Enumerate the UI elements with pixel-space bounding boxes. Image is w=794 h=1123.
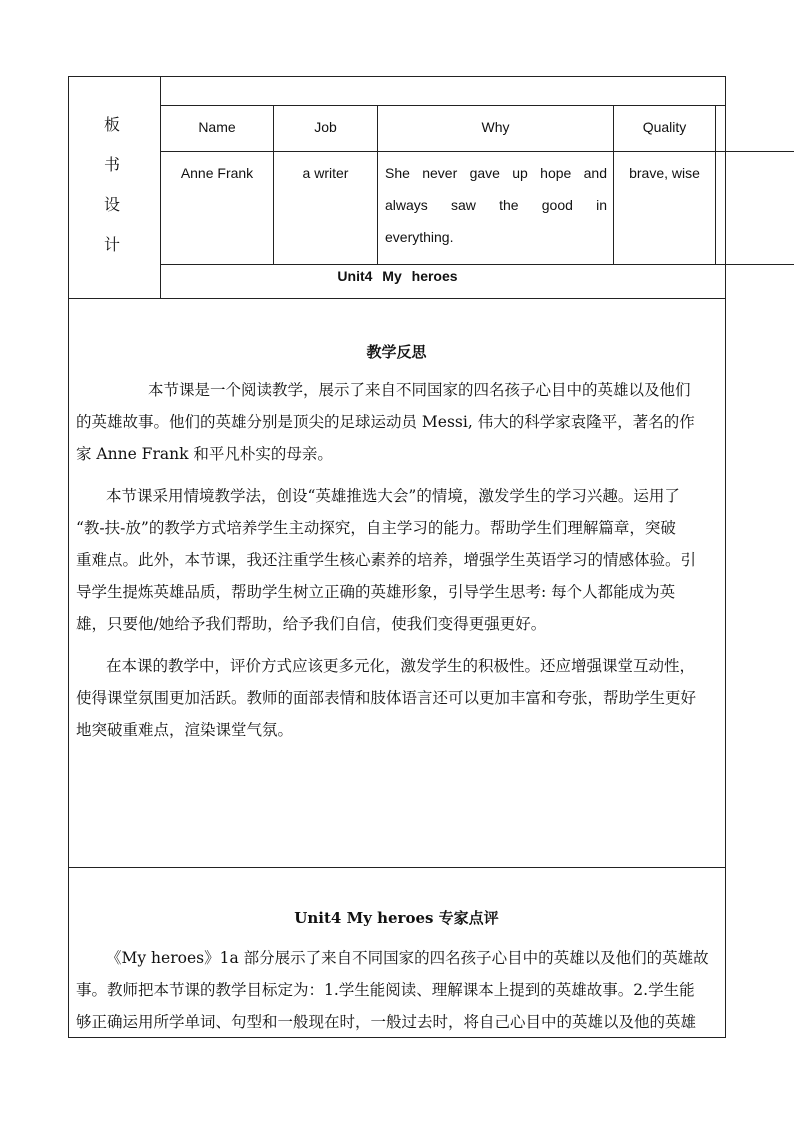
cell-why-line-2: always saw the good in xyxy=(385,197,607,213)
board-label-char-2: 书 xyxy=(104,155,121,174)
table-border-section2 xyxy=(68,867,725,868)
table-border-top xyxy=(68,76,725,77)
header-job: Job xyxy=(314,119,337,135)
header-why: Why xyxy=(481,119,510,135)
cell-quality: brave, wise xyxy=(629,165,700,181)
table-border-right xyxy=(725,76,726,1038)
reflection-p2-line-2: “教-扶-放”的教学方式培养学生主动探究，自主学习的能力。帮助学生们理解篇章，突破 xyxy=(76,519,676,537)
inner-table-header-bottom xyxy=(160,151,794,152)
col-divider-4 xyxy=(715,105,716,264)
header-quality: Quality xyxy=(642,119,687,135)
reflection-p1-line-2: 的英雄故事。他们的英雄分别是顶尖的足球运动员 Messi, 伟大的科学家袁隆平，著名的作 xyxy=(76,413,695,431)
inner-table-top xyxy=(160,105,725,106)
board-label-char-4: 计 xyxy=(104,235,121,254)
inner-table-bottom xyxy=(160,264,794,265)
expert-review-line-1: 《My heroes》1a 部分展示了来自不同国家的四名孩子心目中的英雄以及他们的英雄故 xyxy=(106,949,709,967)
table-border-left xyxy=(68,76,69,1038)
cell-why-line-1: She never gave up hope and xyxy=(385,165,607,181)
board-label-char-1: 板 xyxy=(104,115,121,134)
board-unit-title: Unit4 My heroes xyxy=(337,268,458,284)
reflection-p1-line-1: 本节课是一个阅读教学，展示了来自不同国家的四名孩子心目中的英雄以及他们 xyxy=(148,381,691,399)
reflection-p3-line-3: 地突破重难点，渲染课堂气氛。 xyxy=(76,721,294,739)
header-name: Name xyxy=(198,119,236,135)
expert-review-title: Unit4 My heroes 专家点评 xyxy=(294,909,499,927)
board-label-char-3: 设 xyxy=(104,195,121,214)
cell-name: Anne Frank xyxy=(180,165,254,181)
cell-job: a writer xyxy=(302,165,349,181)
expert-review-line-2: 事。教师把本节课的教学目标定为：1.学生能阅读、理解课本上提到的英雄故事。2.学生能 xyxy=(76,981,695,999)
reflection-p1-line-3: 家 Anne Frank 和平凡朴实的母亲。 xyxy=(76,445,333,463)
reflection-p3-line-2: 使得课堂氛围更加活跃。教师的面部表情和肢体语言还可以更加丰富和夸张，帮助学生更好 xyxy=(76,689,697,707)
reflection-title: 教学反思 xyxy=(366,343,427,361)
reflection-p3-line-1: 在本课的教学中，评价方式应该更多元化，激发学生的积极性。还应增强课堂互动性， xyxy=(106,657,696,675)
expert-review-line-3: 够正确运用所学单词、句型和一般现在时，一般过去时，将自己心目中的英雄以及他的英雄 xyxy=(76,1013,697,1031)
reflection-p2-line-4: 导学生提炼英雄品质，帮助学生树立正确的英雄形象，引导学生思考: 每个人都能成为英 xyxy=(76,583,676,601)
cell-why-line-3: everything. xyxy=(385,229,454,245)
reflection-p2-line-3: 重难点。此外，本节课，我还注重学生核心素养的培养，增强学生英语学习的情感体验。引 xyxy=(76,551,697,569)
table-border-section1 xyxy=(68,298,725,299)
reflection-p2-line-5: 雄，只要他/她给予我们帮助，给予我们自信，使我们变得更强更好。 xyxy=(76,615,547,633)
reflection-p2-line-1: 本节课采用情境教学法，创设“英雄推选大会”的情境，激发学生的学习兴趣。运用了 xyxy=(106,487,680,505)
